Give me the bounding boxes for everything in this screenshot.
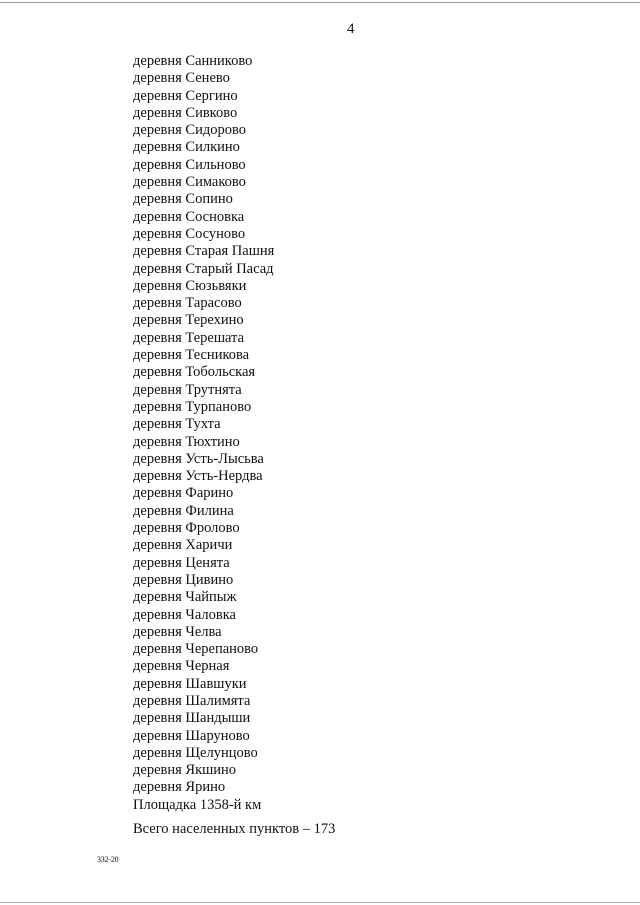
list-item: деревня Шандыши [133,710,251,727]
list-item: деревня Тарасово [133,295,242,312]
document-code: 332-20 [97,855,119,864]
list-item: деревня Фролово [133,520,240,537]
list-item: деревня Старая Пашня [133,243,275,260]
list-item: деревня Щелунцово [133,744,258,761]
total-count: Всего населенных пунктов – 173 [133,821,336,837]
list-item: деревня Сопино [133,191,233,208]
list-item: деревня Симаково [133,174,246,191]
list-item: деревня Ценята [133,554,230,571]
list-item: деревня Шалимята [133,692,251,709]
list-item: деревня Тюхтино [133,433,240,450]
list-item: деревня Терехино [133,312,244,329]
list-item: деревня Терешата [133,329,245,346]
bottom-scan-edge [0,902,640,903]
list-item: деревня Черепаново [133,641,259,658]
list-item: деревня Харичи [133,537,233,554]
list-item: деревня Сидорово [133,122,246,139]
settlement-list [133,53,274,814]
list-item: деревня Сильново [133,156,246,173]
list-item: деревня Трутнята [133,381,242,398]
list-item: деревня Челва [133,623,222,640]
list-item: деревня Тобольская [133,364,256,381]
top-scan-edge [0,2,640,3]
list-item: деревня Тесникова [133,347,250,364]
list-item: Площадка 1358-й км [133,796,262,813]
list-item: деревня Филина [133,502,234,519]
list-item: деревня Сивково [133,104,238,121]
list-item: деревня Усть-Лысьва [133,450,264,467]
list-item: деревня Сосновка [133,208,245,225]
list-item: деревня Старый Пасад [133,260,274,277]
list-item: деревня Турпаново [133,398,252,415]
list-item: деревня Сюзьвяки [133,277,247,294]
page-number: 4 [347,21,355,37]
list-item: деревня Чайпыж [133,589,237,606]
list-item: деревня Сергино [133,87,238,104]
list-item: деревня Усть-Нердва [133,468,263,485]
list-item: деревня Якшино [133,762,237,779]
list-item: деревня Сенево [133,70,230,87]
list-item: деревня Ярино [133,779,226,796]
list-item: деревня Шавшуки [133,675,247,692]
list-item: деревня Сосуново [133,225,246,242]
list-item: деревня Черная [133,658,230,675]
list-item: деревня Цивино [133,571,234,588]
list-item: деревня Силкино [133,139,240,156]
list-item: деревня Шаруново [133,727,250,744]
list-item: деревня Тухта [133,416,221,433]
list-item: деревня Санниково [133,53,253,69]
list-item: деревня Чаловка [133,606,236,623]
list-item: деревня Фарино [133,485,234,502]
